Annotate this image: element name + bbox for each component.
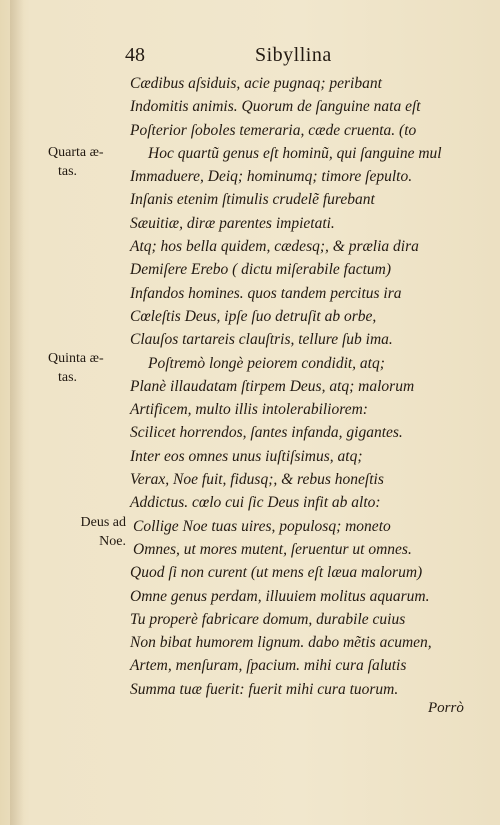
verse-line: Verax, Noe fuit, fidusq;, & rebus honeſtis <box>130 471 384 489</box>
verse-line: Addictus. cœlo cui ſic Deus infit ab alto: <box>130 494 381 512</box>
verse-line: Omne genus perdam, illuuiem molitus aquarum. <box>130 587 430 605</box>
verse-line: Quod ſi non curent (ut mens eſt læua malorum) <box>130 564 423 582</box>
margin-note-text: Noe. <box>99 534 126 549</box>
margin-note-quarta-aetas <box>48 143 104 181</box>
verse-line: Artificem, multo illis intolerabiliorem: <box>130 401 368 419</box>
margin-note-text: tas. <box>58 370 78 385</box>
margin-note-text: Deus ad <box>80 515 126 530</box>
verse-line: Immaduere, Deiq; hominumq; timore ſepulto. <box>130 168 413 186</box>
verse-line: Clauſos tartareis clauſtris, tellure ſub ima. <box>130 331 393 349</box>
margin-note-deus-ad-noe <box>62 513 126 551</box>
running-title: Sibyllina <box>255 44 332 66</box>
verse-line: Cœleſtis Deus, ipſe ſuo detruſit ab orbe, <box>130 307 377 325</box>
catchword: Porrò <box>428 700 464 716</box>
verse-line: Sæuitiæ, diræ parentes impietati. <box>130 214 335 232</box>
verse-line: Demiſere Erebo ( dictu miſerabile factum) <box>130 261 391 279</box>
verse-line: Indomitis animis. Quorum de ſanguine nata eſt <box>130 98 421 116</box>
verse-block <box>130 72 442 701</box>
verse-line: Planè illaudatam ſtirpem Deus, atq; malorum <box>130 377 415 395</box>
verse-line: Non bibat humorem lignum. dabo mẽtis acumen, <box>130 634 432 652</box>
verse-line: Hoc quartũ genus eſt hominũ, qui ſanguine mul <box>148 144 442 162</box>
verse-line: Cædibus aſsiduis, acie pugnaq; peribant <box>130 75 382 92</box>
margin-note-text: Quarta æ- <box>48 145 104 160</box>
margin-note-text: tas. <box>58 164 78 179</box>
verse-line: Inſanis etenim ſtimulis crudelẽ furebant <box>130 191 375 209</box>
page-number: 48 <box>125 44 145 66</box>
verse-line: Atq; hos bella quidem, cædesq;, & prælia dira <box>130 238 419 256</box>
verse-line: Poſterior ſoboles temeraria, cæde cruenta. (to <box>130 121 417 139</box>
verse-line: Infandos homines. quos tandem percitus ira <box>130 284 402 302</box>
verse-line: Omnes, ut mores mutent, ſeruentur ut omnes. <box>133 540 412 558</box>
verse-line: Scilicet horrendos, ſantes infanda, gigantes. <box>130 424 403 442</box>
margin-note-text: Quinta æ- <box>48 351 104 366</box>
verse-line: Artem, menſuram, ſpacium. mihi cura ſalutis <box>130 657 407 675</box>
verse-line: Summa tuæ fuerit: fuerit mihi cura tuorum. <box>130 680 399 698</box>
verse-line: Poſtremò longè peiorem condidit, atq; <box>148 354 385 372</box>
page-header <box>125 44 375 70</box>
verse-line: Inter eos omnes unus iuſtiſsimus, atq; <box>130 447 363 465</box>
verse-line: Collige Noe tuas uires, populosq; moneto <box>133 517 391 535</box>
gutter-shadow <box>10 0 24 825</box>
margin-note-quinta-aetas <box>48 349 104 387</box>
verse-line: Tu properè fabricare domum, durabile cuius <box>130 610 406 628</box>
